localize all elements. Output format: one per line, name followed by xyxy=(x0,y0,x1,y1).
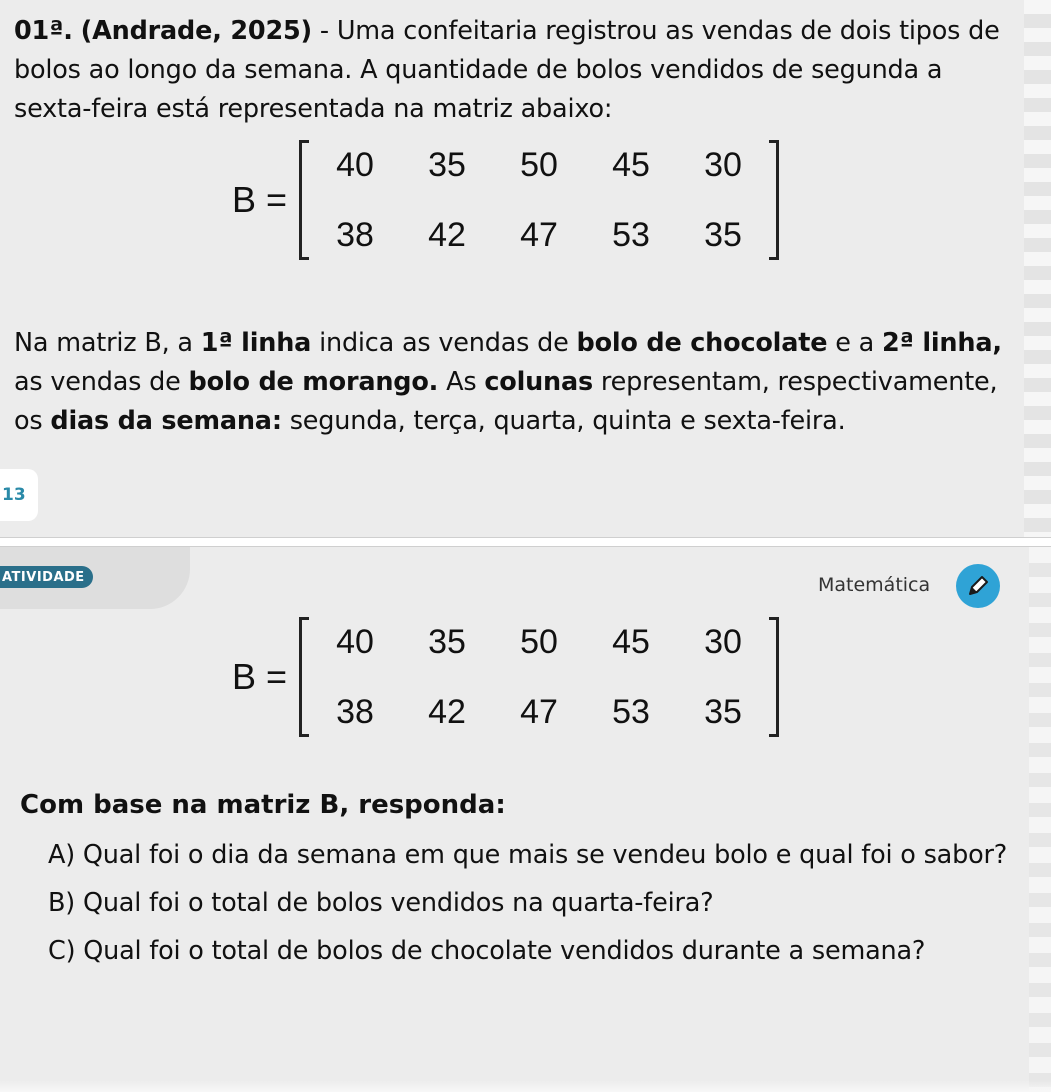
question-statement xyxy=(14,12,1014,129)
pencil-button[interactable] xyxy=(956,564,1000,608)
decorative-strip xyxy=(1029,547,1051,1092)
matrix-b-bottom xyxy=(232,617,779,737)
question-item-a: A) Qual foi o dia da semana em que mais se vendeu bolo e qual foi o sabor? xyxy=(48,840,1008,870)
text: as vendas de xyxy=(14,367,189,397)
text: As xyxy=(438,367,485,397)
page-divider xyxy=(0,537,1051,547)
bold-text: bolo de chocolate xyxy=(576,328,828,358)
pencil-icon xyxy=(965,573,991,599)
matrix-cell: 35 xyxy=(704,693,742,731)
right-bracket xyxy=(769,617,779,737)
bottom-fade xyxy=(0,1080,1051,1092)
text: segunda, terça, quarta, quinta e sexta-feira. xyxy=(281,406,846,436)
text: indica as vendas de xyxy=(311,328,577,358)
bold-text: 1ª linha xyxy=(200,328,312,358)
left-bracket xyxy=(299,617,309,737)
matrix-grid xyxy=(309,146,769,254)
question-intro: - Uma confeitaria registrou as vendas de dois tipos de bolos ao longo da semana. A quantidade de bolos vendidos de segunda a sexta-feira está representada na matriz abaixo: xyxy=(14,16,1000,124)
matrix-cell: 47 xyxy=(520,216,558,254)
bold-text: 2ª linha, xyxy=(881,328,1002,358)
question-item-c: C) Qual foi o total de bolos de chocolate vendidos durante a semana? xyxy=(48,936,926,966)
left-bracket xyxy=(299,140,309,260)
question-list xyxy=(48,836,1008,980)
matrix-cell: 47 xyxy=(520,693,558,731)
matrix-cell: 35 xyxy=(428,146,466,184)
page-number: 13 xyxy=(0,469,38,521)
matrix-cell: 38 xyxy=(336,693,374,731)
subject-label: Matemática xyxy=(818,574,931,596)
question-number: 01ª. xyxy=(14,16,73,46)
bold-text: dias da semana: xyxy=(50,406,282,436)
matrix-cell: 30 xyxy=(704,146,742,184)
matrix-cell: 42 xyxy=(428,693,466,731)
matrix-b-top xyxy=(232,140,779,260)
bold-text: colunas xyxy=(484,367,593,397)
matrix-cell: 53 xyxy=(612,216,650,254)
text: representam, respectivamente, os xyxy=(14,367,998,436)
matrix-cell: 40 xyxy=(336,146,374,184)
decorative-strip xyxy=(1024,0,1051,537)
prompt-heading: Com base na matriz B, responda: xyxy=(20,790,506,820)
bold-text: bolo de morango. xyxy=(188,367,439,397)
matrix-cell: 35 xyxy=(428,623,466,661)
matrix-cell: 50 xyxy=(520,146,558,184)
matrix-label: B = xyxy=(232,179,288,220)
right-bracket xyxy=(769,140,779,260)
question-item-b: B) Qual foi o total de bolos vendidos na quarta-feira? xyxy=(48,888,714,918)
text: Na matriz B, a xyxy=(14,328,201,358)
matrix-cell: 35 xyxy=(704,216,742,254)
matrix-grid xyxy=(309,623,769,731)
matrix-cell: 50 xyxy=(520,623,558,661)
atividade-badge: ATIVIDADE xyxy=(0,566,93,588)
question-source: (Andrade, 2025) xyxy=(80,16,312,46)
matrix-explanation xyxy=(14,324,1009,441)
matrix-label: B = xyxy=(232,656,288,697)
matrix-cell: 53 xyxy=(612,693,650,731)
matrix-cell: 45 xyxy=(612,146,650,184)
matrix-cell: 30 xyxy=(704,623,742,661)
text: e a xyxy=(827,328,882,358)
matrix-cell: 40 xyxy=(336,623,374,661)
matrix-cell: 42 xyxy=(428,216,466,254)
matrix-cell: 38 xyxy=(336,216,374,254)
matrix-cell: 45 xyxy=(612,623,650,661)
